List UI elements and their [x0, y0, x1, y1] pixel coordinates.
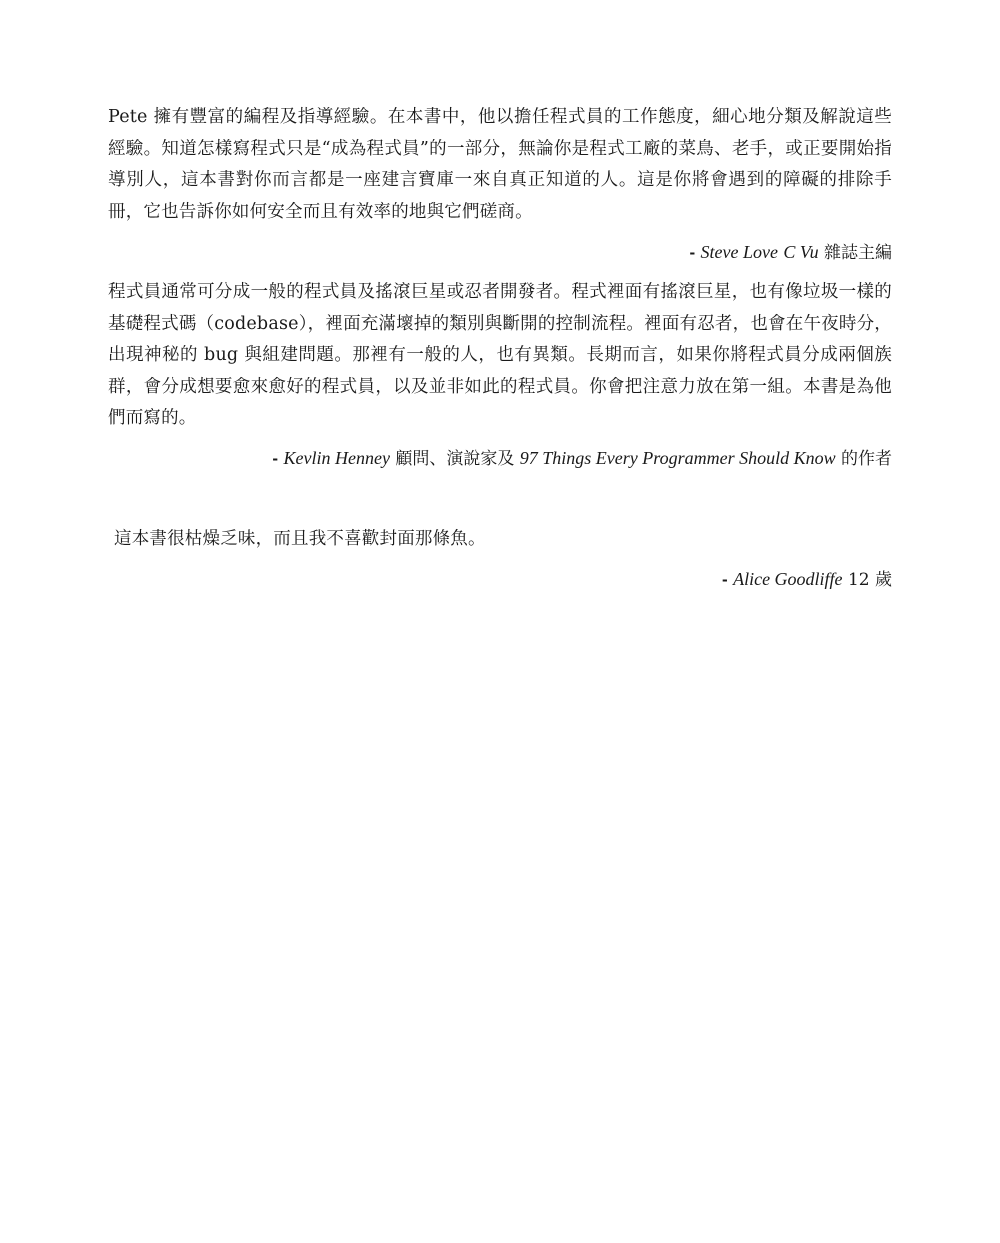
testimonial-quote-3: 這本書很枯燥乏味，而且我不喜歡封面那條魚。 — [114, 528, 486, 549]
testimonial-attribution-1 — [108, 237, 892, 268]
attribution-role-suffix: 的作者 — [841, 448, 892, 469]
attribution-author: Alice Goodliffe — [733, 569, 843, 589]
attribution-publication: C Vu — [783, 242, 819, 262]
attribution-dash: - — [689, 243, 696, 262]
testimonial-attribution-2 — [108, 443, 892, 474]
testimonial-quote-2: 程式員通常可分成一般的程式員及搖滾巨星或忍者開發者。程式裡面有搖滾巨星，也有像垃圾一樣的基礎程式碼（codebase），裡面充滿壞掉的類別與斷開的控制流程。裡面有忍者，也會在午夜時分，出現神秘的 bug 與組建問題。那裡有一般的人，也有異類。長期而言，如果你將程式員分成兩個族群，會分成想要愈來愈好的程式員，以及並非如此的程式員。你會把注意力放在第一組。本書是為他們而寫的。 — [108, 282, 892, 428]
attribution-author: Kevlin Henney — [283, 447, 390, 468]
testimonials-page — [108, 98, 892, 595]
attribution-age: 12 歲 — [847, 570, 892, 590]
attribution-dash: - — [722, 570, 728, 589]
attribution-book-title: 97 Things Every Programmer Should Know — [519, 447, 836, 468]
attribution-role: 顧問、演說家及 — [395, 448, 515, 469]
testimonial-attribution-3 — [108, 564, 892, 595]
attribution-author: Steve Love — [700, 242, 779, 262]
attribution-role: 雜誌主編 — [824, 243, 892, 263]
testimonial-quote-1: Pete 擁有豐富的編程及指導經驗。在本書中，他以擔任程式員的工作態度，細心地分類及解說這些經驗。知道怎樣寫程式只是“成為程式員”的一部分，無論你是程式工廠的菜鳥、老手，或正要開始指導別人，這本書對你而言都是一座建言寶庫一來自真正知道的人。這是你將會遇到的障礙的排除手冊，它也告訴你如何安全而且有效率的地與它們磋商。 — [108, 107, 892, 222]
attribution-dash: - — [272, 448, 279, 468]
